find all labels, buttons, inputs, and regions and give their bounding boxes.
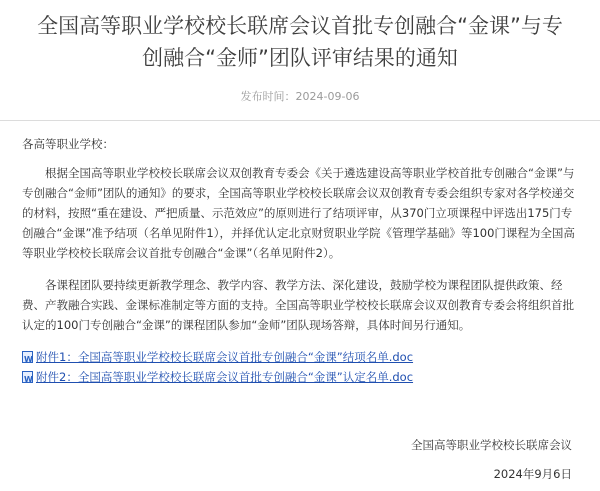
signature: 全国高等职业学校校长联席会议	[411, 438, 572, 452]
doc-file-icon	[22, 351, 33, 363]
publish-label: 发布时间：	[240, 90, 296, 103]
title-divider	[0, 120, 600, 121]
page-title: 全国高等职业学校校长联席会议首批专创融合“金课”与专创融合“金师”团队评审结果的通知	[37, 14, 563, 70]
attachment-list	[22, 347, 576, 387]
attachment-link-1[interactable]: 附件1：全国高等职业学校校长联席会议首批专创融合“金课”结项名单.doc	[36, 350, 414, 364]
notice-body	[0, 134, 600, 387]
doc-file-icon	[22, 371, 33, 383]
signature-date: 2024年9月6日	[493, 467, 572, 481]
paragraph-2: 各课程团队要持续更新教学理念、教学内容、教学方法、深化建设，鼓励学校为课程团队提供政策、经费、产教融合实践、金课标准制定等方面的支持。全国高等职业学校校长联席会议双创教育专委会将组织首批认定的100门专创融合“金课”的课程团队参加“金师”团队现场答辩，具体时间另行通知。	[22, 278, 574, 332]
greeting: 各高等职业学校：	[22, 137, 114, 151]
attachment-link-2[interactable]: 附件2：全国高等职业学校校长联席会议首批专创融合“金课”认定名单.doc	[36, 370, 414, 384]
attachment-item	[22, 367, 576, 387]
publish-meta	[0, 88, 600, 104]
attachment-item	[22, 347, 576, 367]
publish-date: 2024-09-06	[295, 90, 360, 103]
paragraph-1: 根据全国高等职业学校校长联席会议双创教育专委会《关于遴选建设高等职业学校首批专创融合“金课”与专创融合“金师”团队的通知》的要求，全国高等职业学校校长联席会议双创教育专委会组织专家对各学校递交的材料，按照“重在建设、严把质量、示范效应”的原则进行了结项评审，从370门立项课程中评选出175门专创融合“金课”准予结项（名单见附件1），并择优认定北京财贸职业学院《管理学基础》等100门课程为全国高等职业学校校长联席会议首批专创融合“金课”（名单见附件2）。	[22, 166, 575, 260]
